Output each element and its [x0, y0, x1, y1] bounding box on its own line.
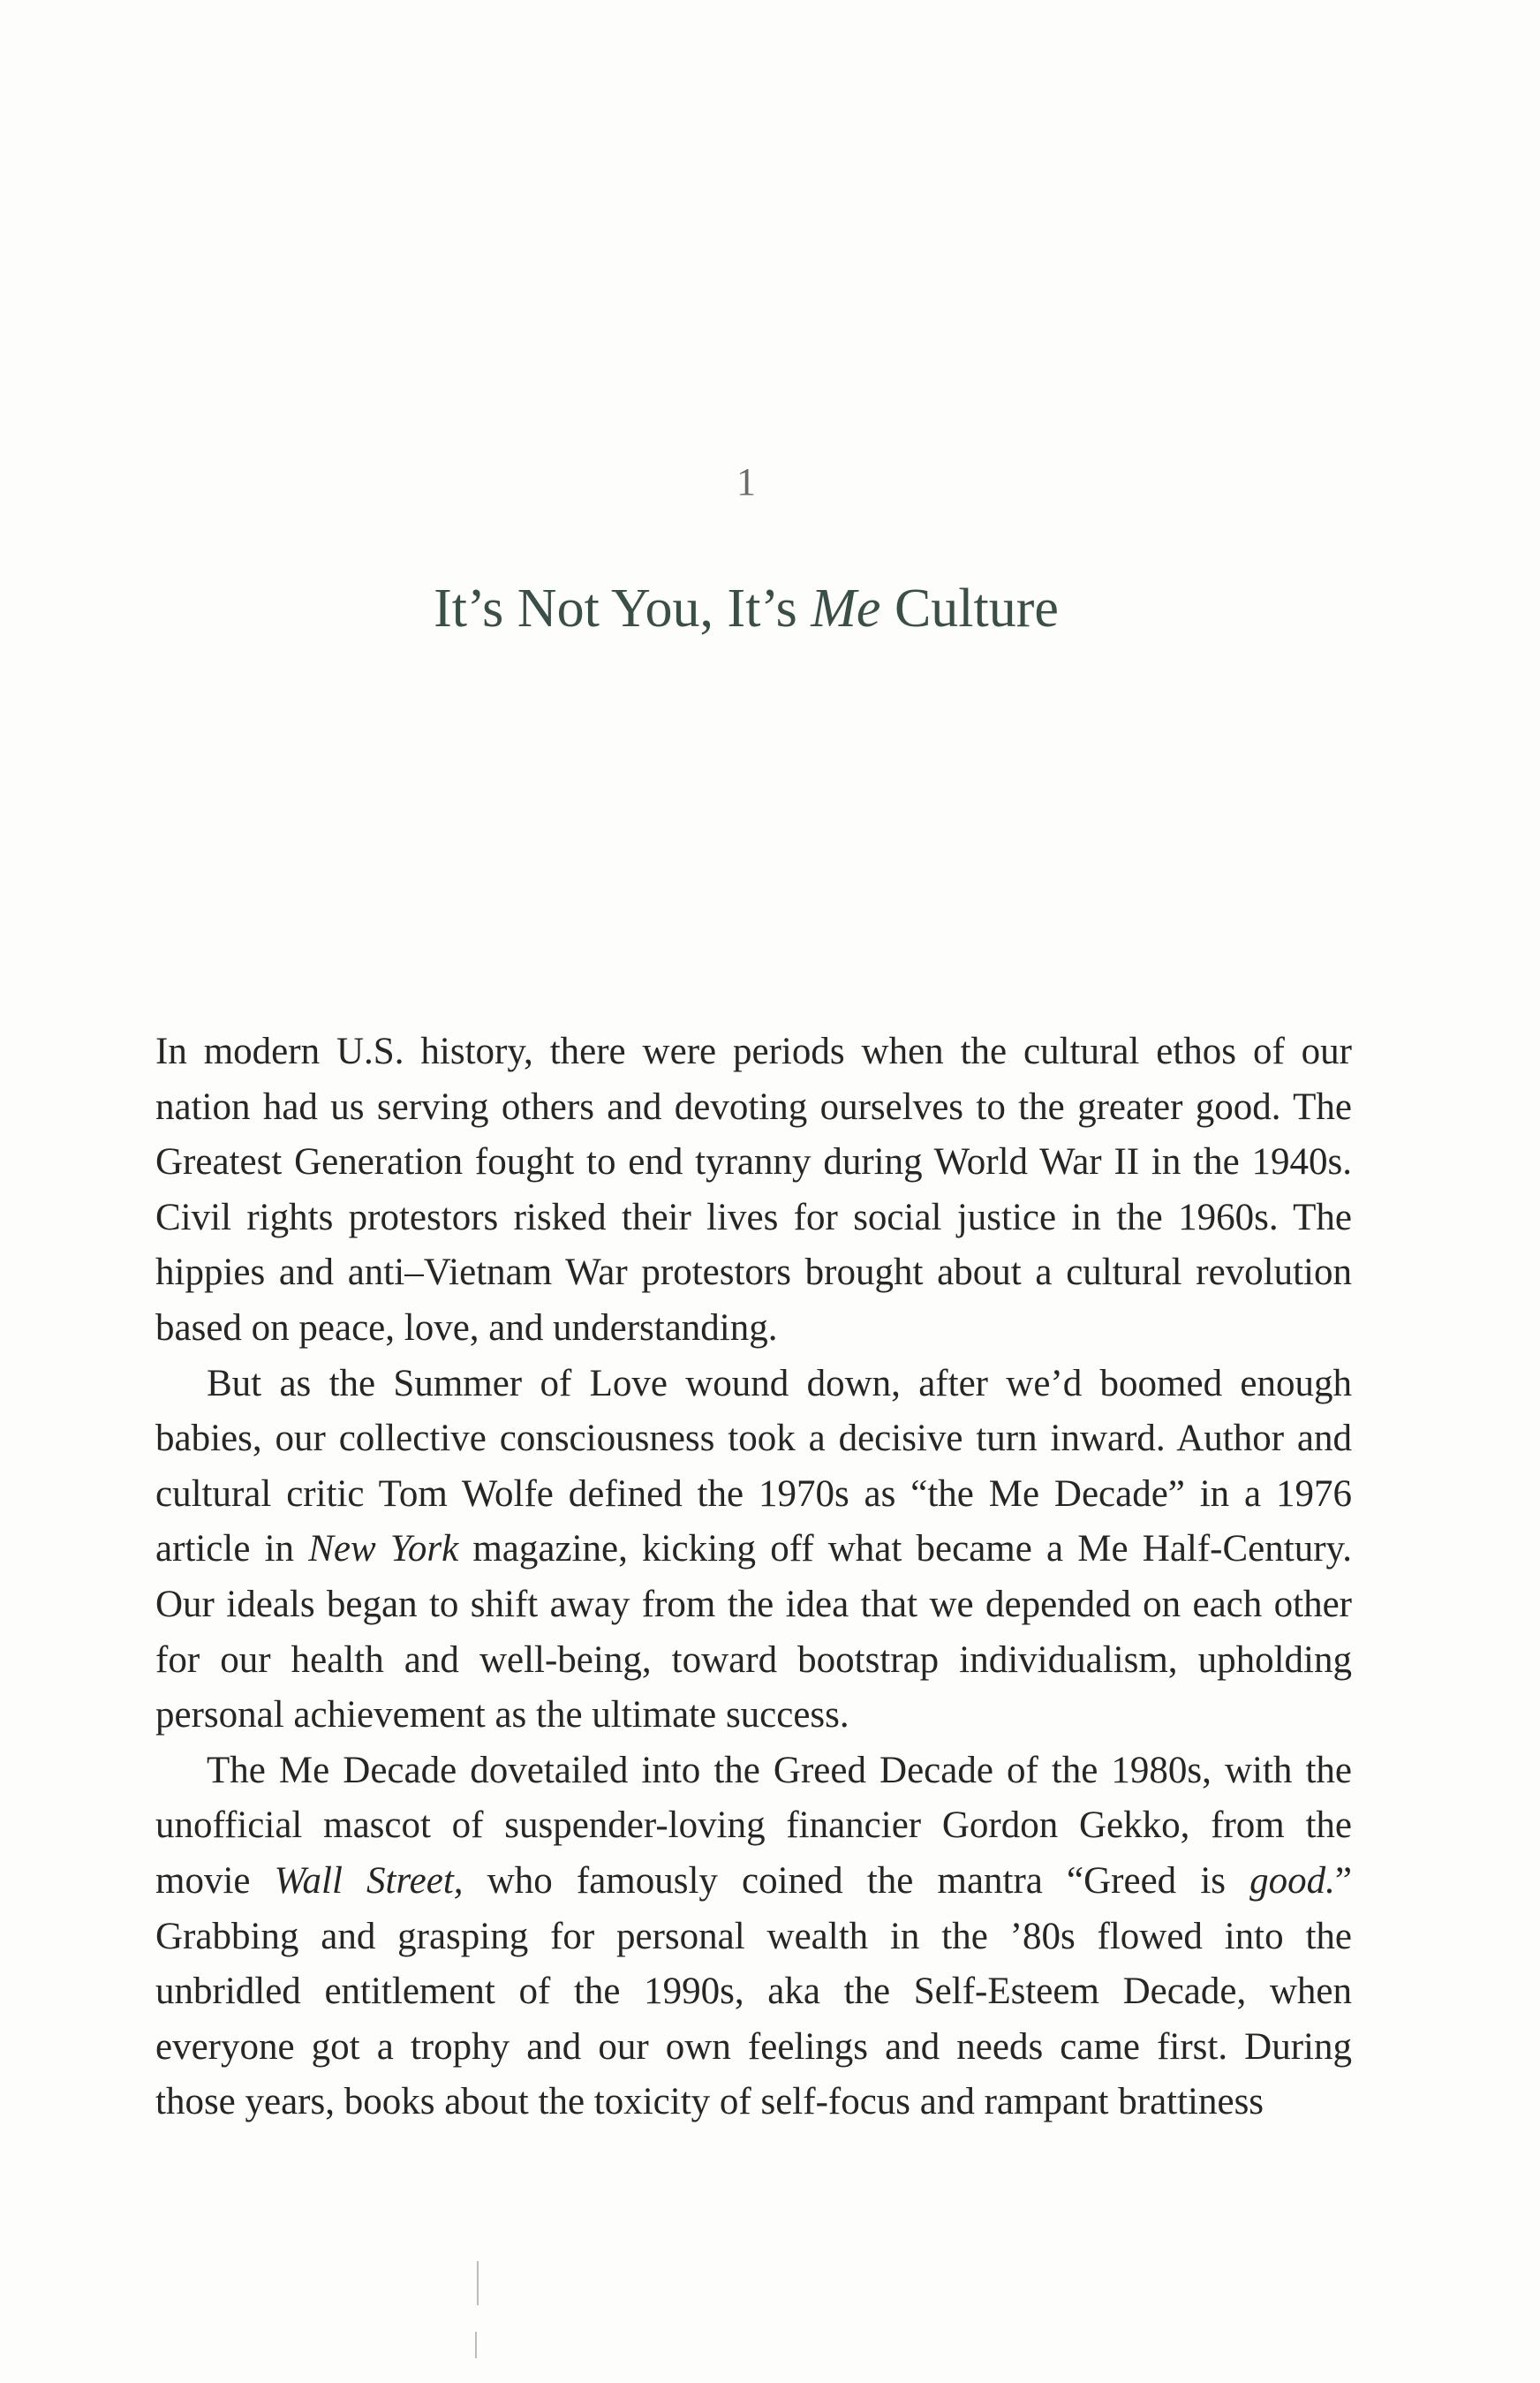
paragraph-3	[155, 1744, 1352, 2130]
chapter-title-emphasis: Me	[811, 579, 881, 639]
paragraph-2	[155, 1357, 1352, 1744]
scan-artifact-mark	[475, 2332, 477, 2358]
paragraph-3-text-3: ” Grabbing and grasping for personal wealth in the ’80s flowed into the unbridled entitlement of the 1990s, aka the Self-Esteem Decade, when everyone got a trophy and our own feelings and needs came first. During those years, books about the toxicity of self-focus and rampant brattiness	[155, 1859, 1353, 2123]
magazine-title: New York	[308, 1528, 459, 1570]
chapter-number: 1	[736, 460, 756, 503]
chapter-title	[0, 576, 1492, 641]
scan-artifact-mark	[477, 2261, 479, 2305]
paragraph-2-text-2: magazine, kicking off what became a Me Half-Century. Our ideals began to shift away from the idea that we depended on each other for our health and well-being, toward bootstrap individualism, upholding personal achievement as the ultimate success.	[155, 1528, 1352, 1736]
chapter-title-part-1: It’s Not You, It’s	[434, 579, 812, 639]
paragraph-3-text-2: who famously coined the mantra “Greed is	[463, 1859, 1250, 1902]
paragraph-3-text-1: The Me Decade dovetailed into the Greed Decade of the 1980s, with the unofficial mascot of suspender-loving financier Gordon Gekko, from the movie	[155, 1749, 1352, 1902]
movie-title: Wall Street,	[274, 1859, 464, 1902]
paragraph-1: In modern U.S. history, there were periods when the cultural ethos of our nation had us serving others and devoting ourselves to the greater good. The Greatest Generation fought to end tyranny during World War II in the 1940s. Civil rights protestors risked their lives for social justice in the 1960s. The hippies and anti–Vietnam War protestors brought about a cultural revolution based on peace, love, and understanding.	[155, 1031, 1352, 1349]
body-text	[155, 1025, 1352, 2130]
paragraph-2-text-1: But as the Summer of Love wound down, after we’d boomed enough babies, our collective consciousness took a decisive turn inward. Author and cultural critic Tom Wolfe defined the 1970s as “the Me Decade” in a 1976 article in	[155, 1362, 1352, 1570]
emphasized-word: good.	[1249, 1859, 1335, 1902]
chapter-title-part-2: Culture	[880, 579, 1059, 639]
